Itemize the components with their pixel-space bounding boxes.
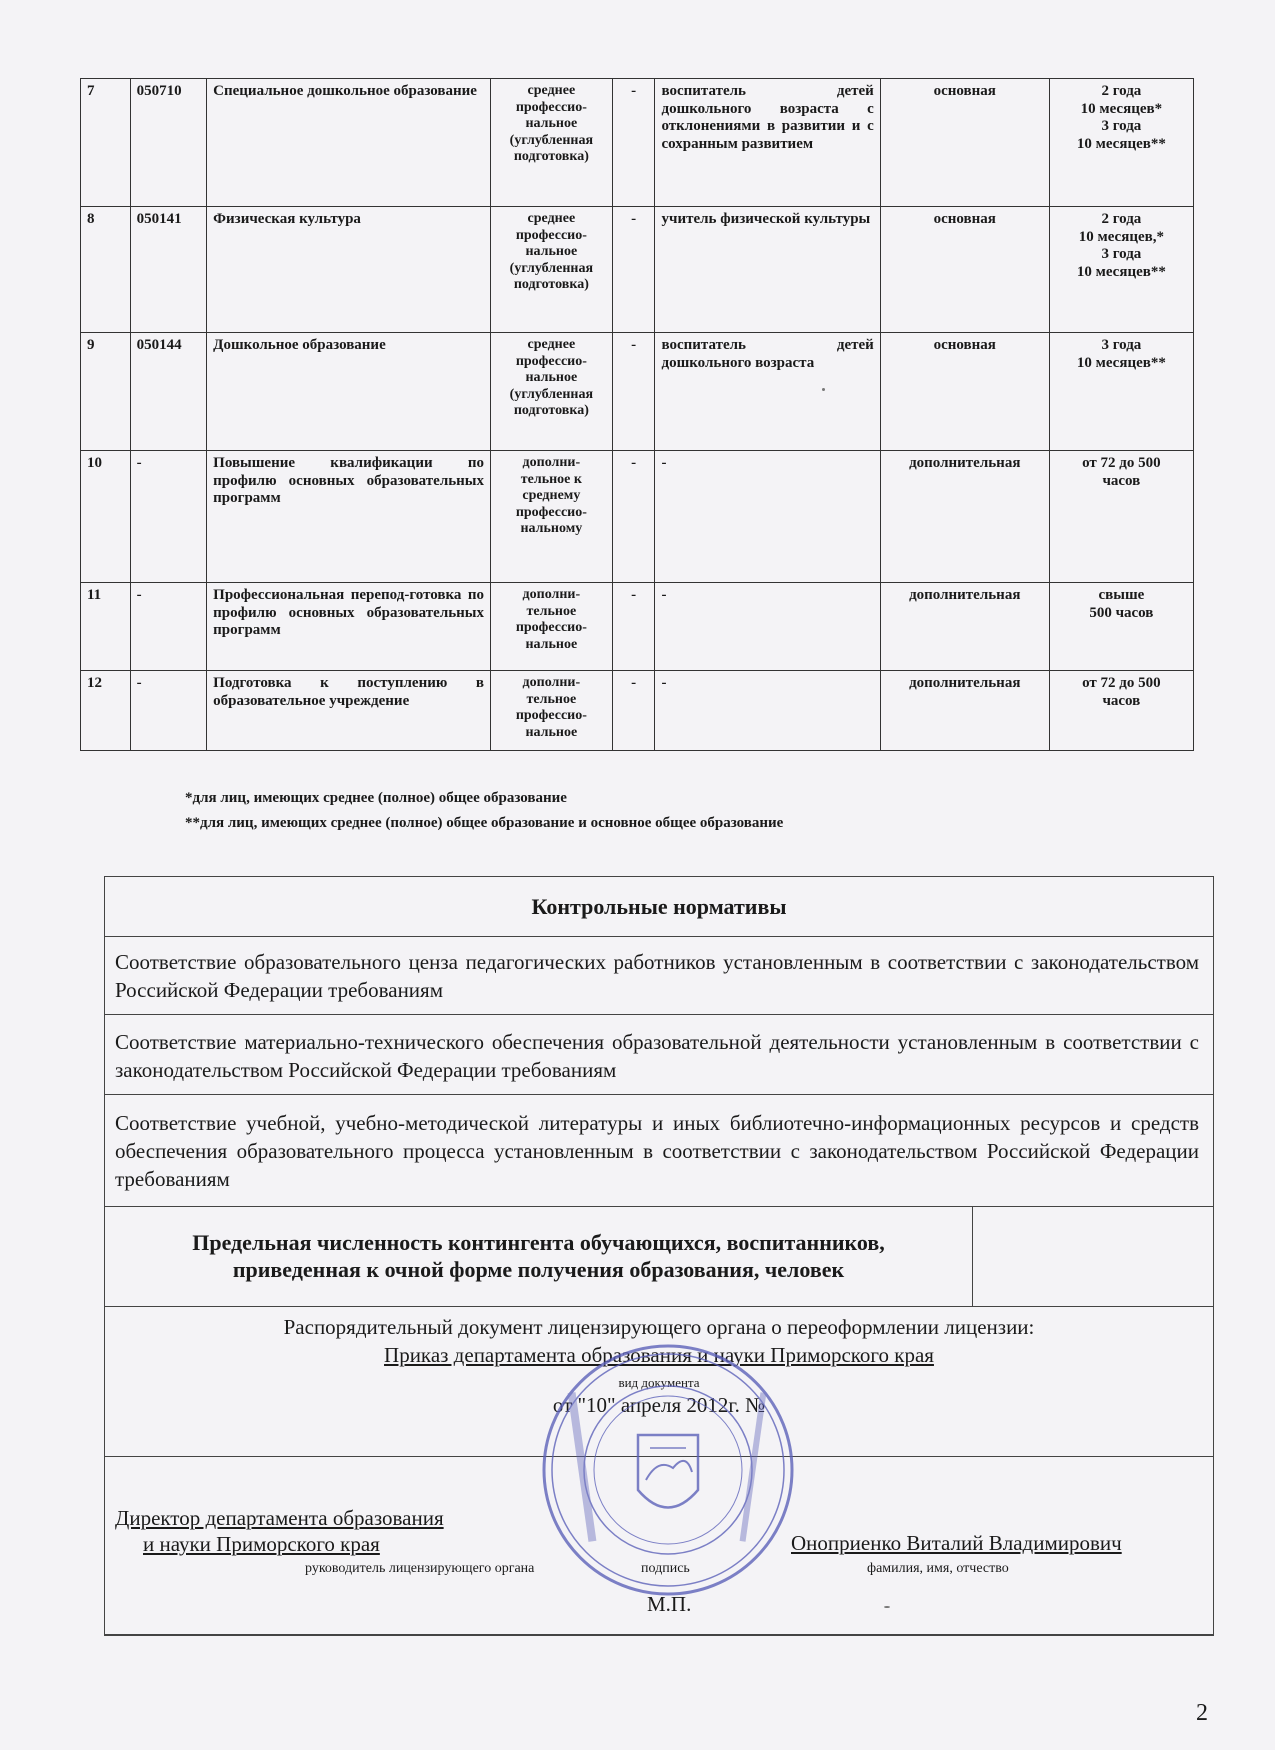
education-level-line: профессио- bbox=[515, 227, 587, 243]
official-seal-stamp bbox=[538, 1340, 798, 1600]
education-level-line: дополни- bbox=[522, 455, 581, 470]
education-level-line: подготовка) bbox=[513, 277, 589, 293]
study-term bbox=[1049, 451, 1193, 583]
study-term-line: часов bbox=[1102, 692, 1141, 709]
position-caption: руководитель лицензирующего органа bbox=[305, 1561, 535, 1576]
study-term-line: 3 года bbox=[1101, 118, 1142, 135]
contingent-label-line2: приведенная к очной форме получения образования, человек bbox=[232, 1257, 845, 1282]
sub-level: - bbox=[612, 333, 655, 451]
education-level-line: дополни- bbox=[522, 587, 581, 602]
study-term-line: часов bbox=[1102, 472, 1141, 489]
education-level-line: среднему bbox=[522, 488, 581, 504]
seal-place: М.П. bbox=[647, 1592, 692, 1616]
program-type: дополнительная bbox=[880, 451, 1049, 583]
study-term-line: от 72 до 500 bbox=[1082, 675, 1161, 691]
study-term-line: 500 часов bbox=[1089, 604, 1154, 621]
sub-level: - bbox=[612, 671, 655, 751]
study-term bbox=[1049, 207, 1193, 333]
study-term-line: 10 месяцев** bbox=[1076, 136, 1166, 153]
position-line1: Директор департамента образования bbox=[115, 1506, 444, 1530]
education-level-line: профессио- bbox=[515, 620, 587, 636]
education-level bbox=[491, 671, 613, 751]
program-type: основная bbox=[880, 207, 1049, 333]
program-code: - bbox=[130, 583, 207, 671]
education-level bbox=[491, 451, 613, 583]
education-level-line: нальное bbox=[525, 244, 578, 260]
study-term-line: 10 месяцев,* bbox=[1078, 228, 1164, 245]
scan-speck bbox=[822, 388, 825, 391]
education-level-line: нальному bbox=[520, 521, 583, 537]
education-level-line: профессио- bbox=[515, 353, 587, 369]
study-term bbox=[1049, 333, 1193, 451]
table-row bbox=[81, 333, 1194, 451]
sub-level: - bbox=[612, 207, 655, 333]
program-code: 050144 bbox=[130, 333, 207, 451]
study-term-line: от 72 до 500 bbox=[1082, 455, 1161, 471]
position-line2: и науки Приморского края bbox=[143, 1532, 380, 1556]
page-number: 2 bbox=[1196, 1700, 1208, 1726]
name-caption: фамилия, имя, отчество bbox=[867, 1561, 1009, 1576]
program-type: основная bbox=[880, 333, 1049, 451]
table-row bbox=[81, 79, 1194, 207]
education-level-line: профессио- bbox=[515, 504, 587, 520]
study-term bbox=[1049, 583, 1193, 671]
education-level bbox=[491, 79, 613, 207]
education-level-line: среднее bbox=[527, 211, 576, 226]
footnote-2: **для лиц, имеющих среднее (полное) общее образование и основное общее образование bbox=[185, 815, 784, 831]
education-level-line: тельное к bbox=[520, 471, 582, 487]
study-term-line: 2 года bbox=[1101, 211, 1142, 227]
study-term-line: 10 месяцев** bbox=[1076, 264, 1166, 281]
row-number: 10 bbox=[81, 451, 131, 583]
program-name: Повышение квалификации по профилю основных образовательных программ bbox=[207, 451, 491, 583]
programs-table bbox=[80, 78, 1194, 751]
program-type: дополнительная bbox=[880, 583, 1049, 671]
table-row bbox=[81, 671, 1194, 751]
education-level-line: нальное bbox=[525, 636, 578, 652]
program-name: Профессиональная перепод-готовка по профилю основных образовательных программ bbox=[207, 583, 491, 671]
qualification: учитель физической культуры bbox=[655, 207, 880, 333]
education-level-line: подготовка) bbox=[513, 149, 589, 165]
sub-level: - bbox=[612, 451, 655, 583]
education-level-line: нальное bbox=[525, 116, 578, 132]
education-level-line: (углубленная bbox=[509, 386, 594, 402]
table-row bbox=[81, 207, 1194, 333]
study-term-line: 3 года bbox=[1101, 246, 1142, 263]
education-level-line: тельное bbox=[526, 603, 577, 619]
study-term bbox=[1049, 671, 1193, 751]
education-level-line: профессио- bbox=[515, 99, 587, 115]
contingent-label-line1: Предельная численность контингента обучающихся, воспитанников, bbox=[192, 1230, 885, 1255]
education-level-line: среднее bbox=[527, 337, 576, 352]
row-number: 8 bbox=[81, 207, 131, 333]
contingent-row bbox=[105, 1207, 1213, 1307]
study-term-line: 3 года bbox=[1101, 337, 1142, 353]
education-level-line: подготовка) bbox=[513, 403, 589, 419]
norm-item-1: Соответствие образовательного ценза педагогических работников установленным в соответствии с законодательством Российской Федерации требованиям bbox=[105, 937, 1213, 1015]
sub-level: - bbox=[612, 583, 655, 671]
study-term-line: 10 месяцев** bbox=[1076, 354, 1166, 371]
program-name: Специальное дошкольное образование bbox=[207, 79, 491, 207]
program-code: 050710 bbox=[130, 79, 207, 207]
row-number: 12 bbox=[81, 671, 131, 751]
order-caption: вид документа bbox=[618, 1375, 700, 1390]
education-level-line: нальное bbox=[525, 370, 578, 386]
order-line1: Распорядительный документ лицензирующего органа о переоформлении лицензии: bbox=[283, 1315, 1035, 1339]
education-level bbox=[491, 333, 613, 451]
qualification: воспитатель детей дошкольного возраста bbox=[655, 333, 880, 451]
education-level-line: (углубленная bbox=[509, 132, 594, 148]
footnote-1: *для лиц, имеющих среднее (полное) общее образование bbox=[185, 790, 567, 806]
education-level-line: тельное bbox=[526, 691, 577, 707]
scan-speck bbox=[884, 1606, 890, 1608]
program-name: Физическая культура bbox=[207, 207, 491, 333]
education-level-line: профессио- bbox=[515, 708, 587, 724]
qualification: - bbox=[655, 583, 880, 671]
signatory-position bbox=[115, 1505, 444, 1557]
study-term-line: свыше bbox=[1098, 587, 1145, 603]
norm-item-2: Соответствие материально-технического обеспечения образовательной деятельности установленным в соответствии с законодательством Российской Федерации требованиям bbox=[105, 1015, 1213, 1095]
norm-item-3: Соответствие учебной, учебно-методической литературы и иных библиотечно-информационных ресурсов и средств обеспечения образовательного процесса установленным в соответствии с законодательством Российской Федерации требованиям bbox=[105, 1095, 1213, 1207]
program-name: Подготовка к поступлению в образовательное учреждение bbox=[207, 671, 491, 751]
program-code: 050141 bbox=[130, 207, 207, 333]
sub-level: - bbox=[612, 79, 655, 207]
program-code: - bbox=[130, 671, 207, 751]
study-term-line: 10 месяцев* bbox=[1080, 100, 1163, 117]
education-level-line: дополни- bbox=[522, 675, 581, 690]
order-line2: Приказ департамента образования и науки Приморского края bbox=[384, 1343, 934, 1367]
qualification: воспитатель детей дошкольного возраста с отклонениями в развитии и с сохранным развитием bbox=[655, 79, 880, 207]
table-row bbox=[81, 451, 1194, 583]
signatory-name: Оноприенко Виталий Владимирович bbox=[791, 1531, 1122, 1555]
program-name: Дошкольное образование bbox=[207, 333, 491, 451]
program-type: дополнительная bbox=[880, 671, 1049, 751]
education-level bbox=[491, 207, 613, 333]
table-row bbox=[81, 583, 1194, 671]
contingent-label bbox=[105, 1207, 973, 1307]
education-level-line: (углубленная bbox=[509, 260, 594, 276]
education-level bbox=[491, 583, 613, 671]
row-number: 11 bbox=[81, 583, 131, 671]
education-level-line: среднее bbox=[527, 83, 576, 98]
norms-title: Контрольные нормативы bbox=[105, 877, 1213, 937]
program-type: основная bbox=[880, 79, 1049, 207]
study-term-line: 2 года bbox=[1101, 83, 1142, 99]
education-level-line: нальное bbox=[525, 724, 578, 740]
program-code: - bbox=[130, 451, 207, 583]
sign-caption: подпись bbox=[641, 1561, 690, 1576]
row-number: 7 bbox=[81, 79, 131, 207]
qualification: - bbox=[655, 671, 880, 751]
study-term bbox=[1049, 79, 1193, 207]
qualification: - bbox=[655, 451, 880, 583]
order-date: от "10" апреля 2012г. № bbox=[552, 1393, 766, 1417]
row-number: 9 bbox=[81, 333, 131, 451]
